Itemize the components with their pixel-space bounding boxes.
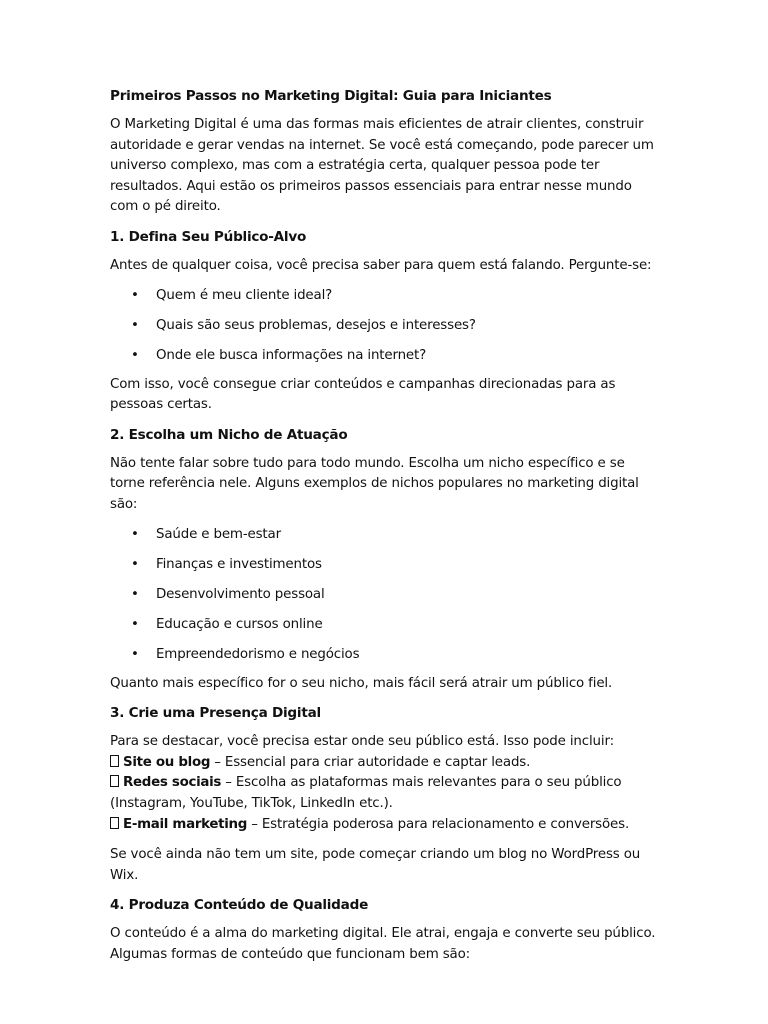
list-item: • Desenvolvimento pessoal [110,585,658,605]
bullet-icon: • [131,616,139,632]
presence-item [110,773,658,814]
section-heading: 1. Defina Seu Público-Alvo [110,228,307,245]
bullet-icon: • [131,646,139,662]
checkbox-icon [110,755,119,767]
section-lead: Antes de qualquer coisa, você precisa saber para quem está falando. Pergunte-se: [110,257,652,273]
list-item: • Quais são seus problemas, desejos e interesses? [110,316,658,336]
section-heading: 2. Escolha um Nicho de Atuação [110,426,348,443]
section-closing: Quanto mais específico for o seu nicho, mais fácil será atrair um público fiel. [110,675,613,691]
list-item: • Educação e cursos online [110,615,658,635]
section-closing: Com isso, você consegue criar conteúdos e campanhas direcionadas para as pessoas certas. [110,376,616,413]
list-item: • Onde ele busca informações na internet? [110,346,658,366]
document-title: Primeiros Passos no Marketing Digital: Guia para Iniciantes [110,88,552,104]
intro-paragraph: O Marketing Digital é uma das formas mais eficientes de atrair clientes, construir autoridade e gerar vendas na internet. Se você está começando, pode parecer um universo complexo, mas com a estratégia certa, qualquer pessoa pode ter resultados. Aqui estão os primeiros passos essenciais para entrar nesse mundo com o pé direito. [110,117,654,215]
bullet-icon: • [131,586,139,602]
bullet-list [110,286,658,366]
bullet-icon: • [131,526,139,542]
bullet-icon: • [131,556,139,572]
spacer [110,835,658,845]
section-lead: Não tente falar sobre tudo para todo mundo. Escolha um nicho específico e se torne referência nele. Alguns exemplos de nichos populares no marketing digital são: [110,455,639,512]
bullet-icon: • [131,347,139,363]
document-body [110,86,658,965]
presence-item-term: E-mail marketing [123,816,248,832]
section-heading: 3. Crie uma Presença Digital [110,705,321,722]
section-lead: Para se destacar, você precisa estar onde seu público está. Isso pode incluir: [110,734,614,750]
bullet-icon: • [131,317,139,333]
checkbox-icon [110,817,119,829]
presence-item-term: Site ou blog [123,754,211,770]
section-closing: Se você ainda não tem um site, pode começar criando um blog no WordPress ou Wix. [110,847,641,883]
bullet-list [110,525,658,665]
presence-item-desc: – Escolha as plataformas mais relevantes para o seu público (Instagram, YouTube, TikTok, LinkedIn etc.). [110,775,622,811]
presence-item [110,753,658,774]
presence-item-desc: – Estratégia poderosa para relacionamento e conversões. [251,816,630,832]
presence-item-term: Redes sociais [123,775,222,791]
list-item: • Quem é meu cliente ideal? [110,286,658,306]
list-item: • Empreendedorismo e negócios [110,645,658,665]
section-heading: 4. Produza Conteúdo de Qualidade [110,897,369,914]
list-item: • Saúde e bem-estar [110,525,658,545]
presence-item [110,815,658,836]
presence-item-desc: – Essencial para criar autoridade e captar leads. [214,754,531,770]
bullet-icon: • [131,287,139,303]
checkbox-icon [110,775,119,787]
list-item: • Finanças e investimentos [110,555,658,575]
section-lead: O conteúdo é a alma do marketing digital. Ele atrai, engaja e converte seu público. Algumas formas de conteúdo que funcionam bem são: [110,926,656,962]
